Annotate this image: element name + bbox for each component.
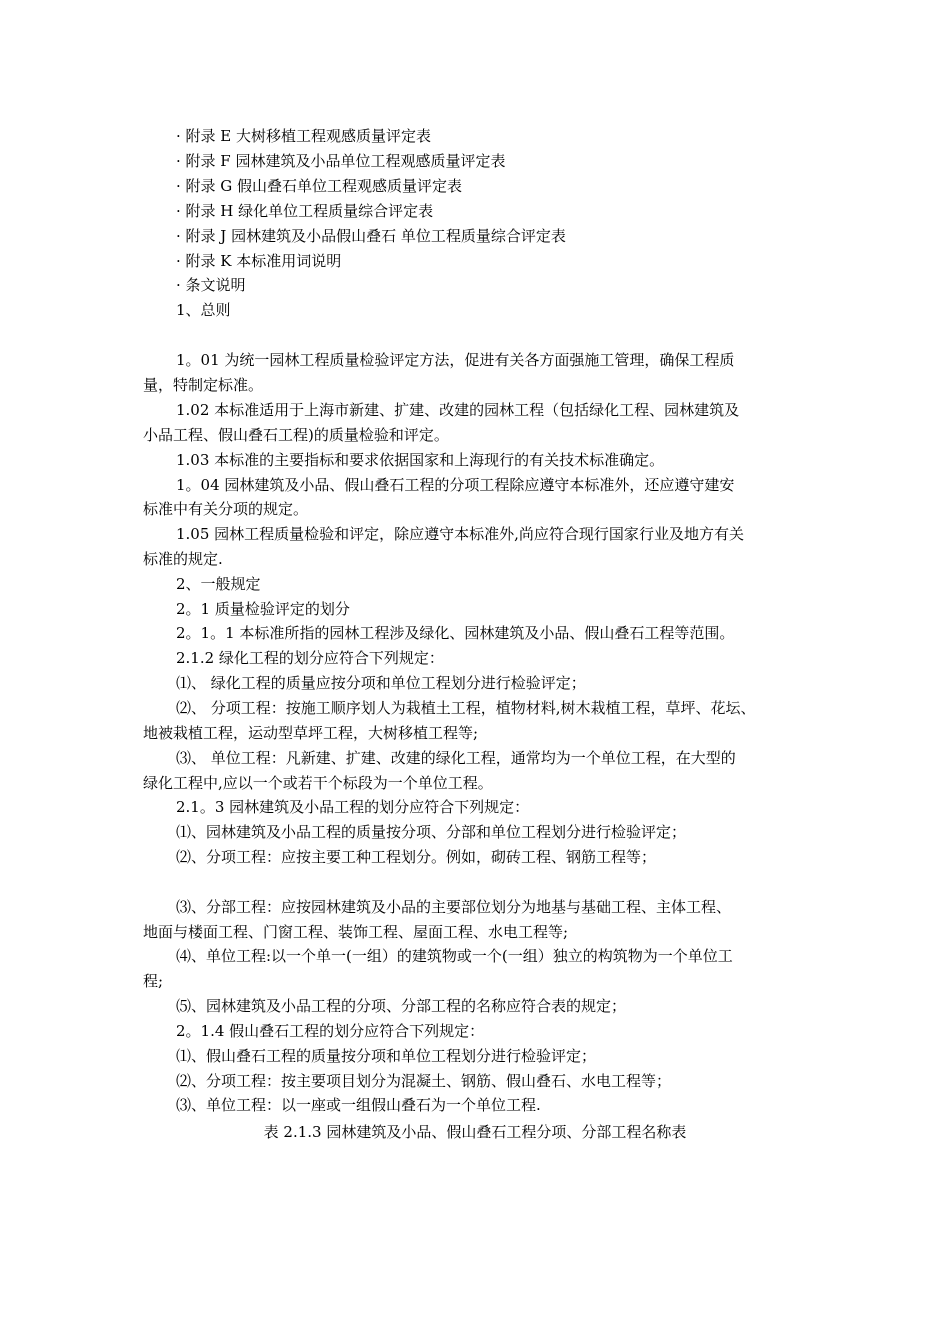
toc-item-appendix-g[interactable]: · 附录 G 假山叠石单位工程观感质量评定表	[176, 177, 463, 195]
text-line: ⑶、单位工程：以一座或一组假山叠石为一个单位工程.	[176, 1096, 541, 1114]
text-line: 1。04 园林建筑及小品、假山叠石工程的分项工程除应遵守本标准外，还应遵守建安	[176, 476, 735, 494]
section-heading-general: 1、总则	[176, 301, 231, 319]
text-line: ⑶、分部工程：应按园林建筑及小品的主要部位划分为地基与基础工程、主体工程、	[176, 898, 732, 916]
text-line: 1。01 为统一园林工程质量检验评定方法，促进有关各方面强施工管理，确保工程质	[176, 351, 735, 369]
text-line: ⑶、 单位工程：凡新建、扩建、改建的绿化工程，通常均为一个单位工程，在大型的	[176, 749, 736, 767]
text-line: 标准中有关分项的规定。	[143, 500, 309, 518]
toc-item-appendix-f[interactable]: · 附录 F 园林建筑及小品单位工程观感质量评定表	[176, 152, 506, 170]
text-line: 2。1。1 本标准所指的园林工程涉及绿化、园林建筑及小品、假山叠石工程等范围。	[176, 624, 735, 642]
toc-item-appendix-k[interactable]: · 附录 K 本标准用词说明	[176, 252, 342, 270]
text-line: ⑷、单位工程:以一个单一(一组）的建筑物或一个(一组）独立的构筑物为一个单位工	[176, 947, 733, 965]
text-line: ⑵、分项工程：应按主要工种工程划分。例如，砌砖工程、钢筋工程等；	[176, 848, 657, 866]
text-line: 地面与楼面工程、门窗工程、装饰工程、屋面工程、水电工程等;	[143, 923, 569, 941]
toc-item-appendix-j[interactable]: · 附录 J 园林建筑及小品假山叠石 单位工程质量综合评定表	[176, 227, 566, 245]
toc-item-appendix-e[interactable]: · 附录 E 大树移植工程观感质量评定表	[176, 127, 432, 145]
toc-item-appendix-h[interactable]: · 附录 H 绿化单位工程质量综合评定表	[176, 202, 434, 220]
text-line: 2.1。3 园林建筑及小品工程的划分应符合下列规定：	[176, 798, 530, 816]
text-line: 2.1.2 绿化工程的划分应符合下列规定：	[176, 649, 444, 667]
text-line: ⑵、 分项工程：按施工顺序划人为栽植土工程，植物材料,树木栽植工程，草坪、花坛、	[176, 699, 756, 717]
text-line: ⑴、假山叠石工程的质量按分项和单位工程划分进行检验评定；	[176, 1047, 597, 1065]
text-line: 2。1.4 假山叠石工程的划分应符合下列规定：	[176, 1022, 485, 1040]
text-line: ⑵、分项工程：按主要项目划分为混凝土、钢筋、假山叠石、水电工程等；	[176, 1072, 672, 1090]
text-line: 绿化工程中,应以一个或若干个标段为一个单位工程。	[143, 774, 493, 792]
text-line: 1.02 本标准适用于上海市新建、扩建、改建的园林工程（包括绿化工程、园林建筑及	[176, 401, 740, 419]
text-line: 标准的规定.	[143, 550, 223, 568]
text-line: ⑴、园林建筑及小品工程的质量按分项、分部和单位工程划分进行检验评定；	[176, 823, 687, 841]
text-line: 1.03 本标准的主要指标和要求依据国家和上海现行的有关技术标准确定。	[176, 451, 665, 469]
text-line: 2。1 质量检验评定的划分	[176, 600, 350, 618]
text-line: 程;	[143, 972, 164, 990]
text-line: 量，特制定标准。	[143, 376, 264, 394]
text-line: ⑸、园林建筑及小品工程的分项、分部工程的名称应符合表的规定；	[176, 997, 627, 1015]
text-line: 1.05 园林工程质量检验和评定，除应遵守本标准外,尚应符合现行国家行业及地方有关	[176, 525, 744, 543]
toc-item-commentary[interactable]: · 条文说明	[176, 276, 246, 294]
text-line: ⑴、 绿化工程的质量应按分项和单位工程划分进行检验评定；	[176, 674, 586, 692]
text-line: 地被栽植工程，运动型草坪工程，大树移植工程等;	[143, 724, 479, 742]
table-caption: 表 2.1.3 园林建筑及小品、假山叠石工程分项、分部工程名称表	[263, 1123, 687, 1141]
text-line: 小品工程、假山叠石工程)的质量检验和评定。	[143, 426, 449, 444]
section-heading-general-rules: 2、一般规定	[176, 575, 261, 593]
